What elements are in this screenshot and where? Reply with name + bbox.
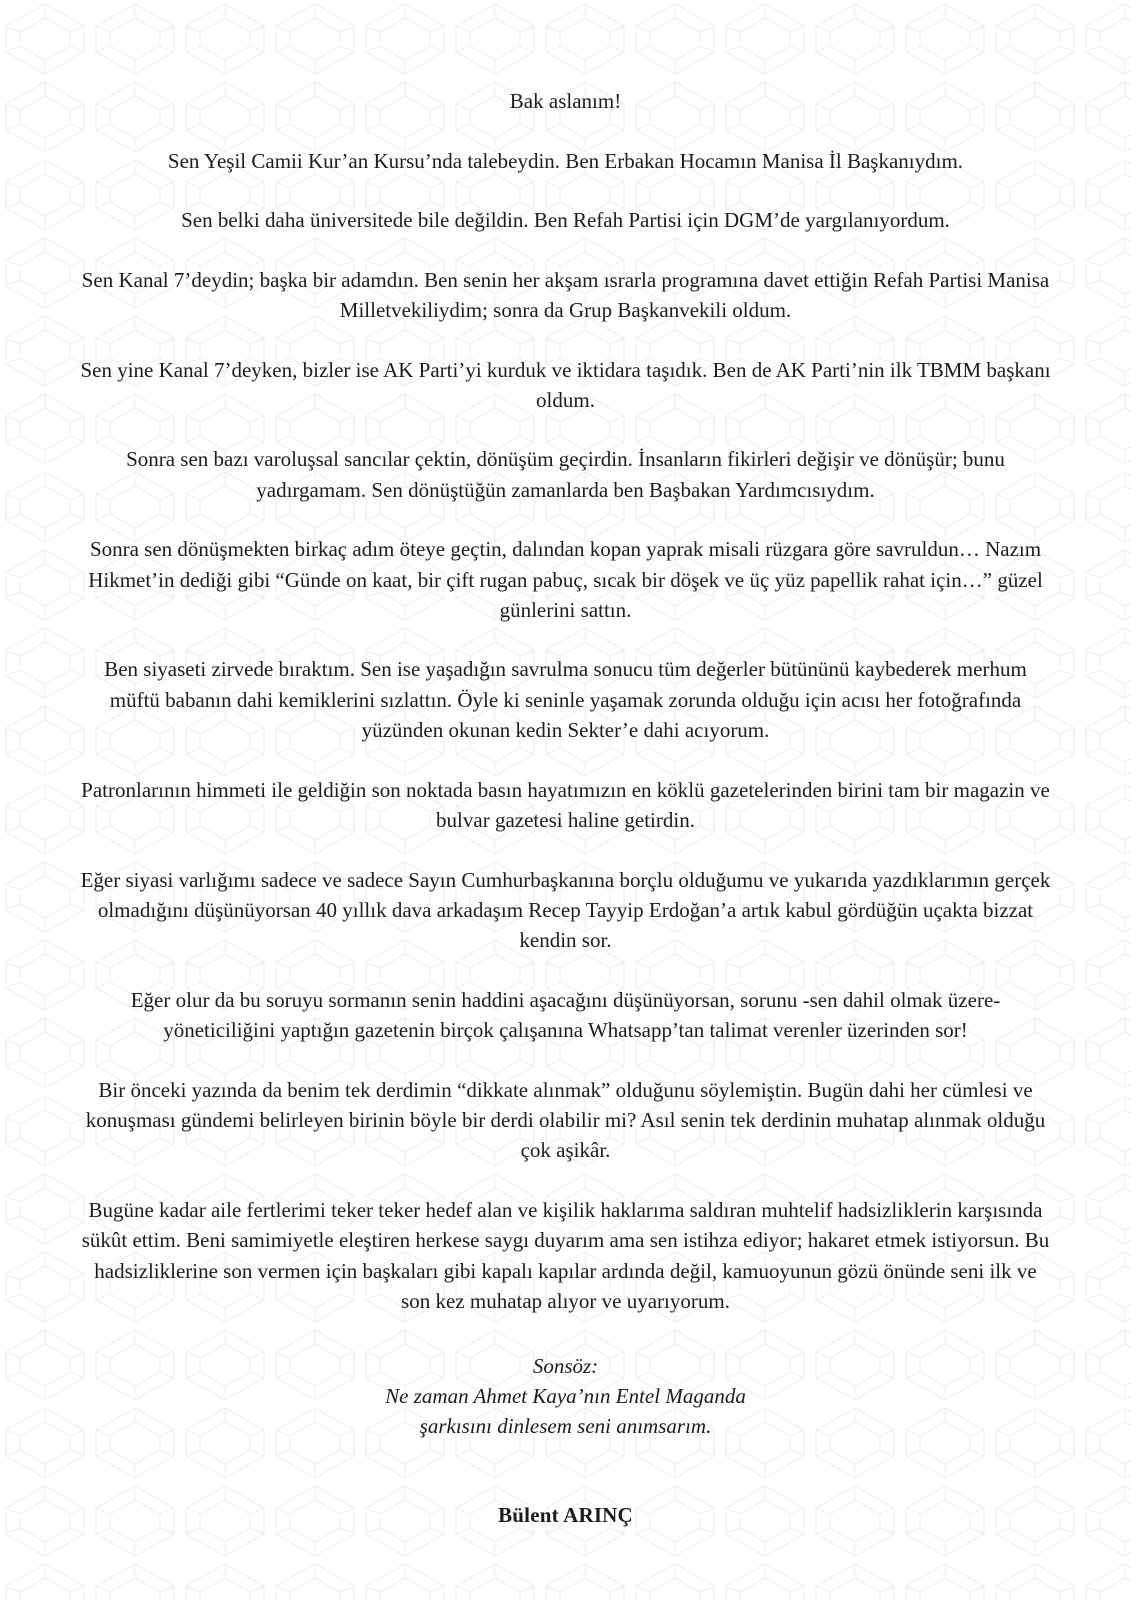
- letter-paragraph-1: Sen Yeşil Camii Kur’an Kursu’nda talebeydin. Ben Erbakan Hocamın Manisa İl Başkanıydım.: [167, 149, 964, 173]
- postscript-line-1: Ne zaman Ahmet Kaya’nın Entel Maganda: [385, 1384, 746, 1409]
- letter-greeting: Bak aslanım!: [509, 89, 622, 113]
- letter-paragraph-2: Sen belki daha üniversitede bile değildin. Ben Refah Partisi için DGM’de yargılanıyordum.: [181, 208, 950, 233]
- postscript-line-2: şarkısını dinlesem seni anımsarım.: [419, 1414, 712, 1439]
- postscript-heading: Sonsöz:: [532, 1354, 599, 1379]
- letter-paragraph-4: Sen yine Kanal 7’deyken, bizler ise AK Parti’yi kurduk ve iktidara taşıdık. Ben de AK Parti’nin ilk TBMM başkanı oldum.: [80, 357, 1051, 413]
- letter-paragraph-7: Ben siyaseti zirvede bıraktım. Sen ise yaşadığın savrulma sonucu tüm değerler bütününü kaybederek merhum müftü babanın dahi kemiklerini sızlattın. Öyle ki seninle yaşamak zorunda olduğu için acısı her fotoğrafında yüzünden okunan kedin Sekter’e dahi acıyorum.: [104, 657, 1027, 743]
- letter-paragraph-10: Eğer olur da bu soruyu sormanın senin haddini aşacağını düşünüyorsan, sorunu -sen dahil olmak üzere- yöneticiliğini yaptığın gazetenin birçok çalışanına Whatsapp’tan talimat verenler üzerinden sor!: [130, 987, 1001, 1043]
- letter-paragraph-5: Sonra sen bazı varoluşsal sancılar çektin, dönüşüm geçirdin. İnsanların fikirleri değişir ve dönüşür; bunu yadırgamam. Sen dönüştüğün zamanlarda ben Başbakan Yardımcısıydım.: [126, 447, 1005, 502]
- letter-paragraph-3: Sen Kanal 7’deydin; başka bir adamdın. Ben senin her akşam ısrarla programına davet ettiğin Refah Partisi Manisa Milletvekiliydim; sonra da Grup Başkanvekili oldum.: [81, 267, 1050, 323]
- letter-paragraph-6: Sonra sen dönüşmekten birkaç adım öteye geçtin, dalından kopan yaprak misali rüzgara göre savruldun… Nazım Hikmet’in dediği gibi “Günde on kaat, bir çift rugan pabuç, sıcak bir döşek ve üç yüz papellik rahat için…” güzel günlerini sattın.: [88, 537, 1043, 623]
- letter-paragraph-9: Eğer siyasi varlığımı sadece ve sadece Sayın Cumhurbaşkanına borçlu olduğumu ve yukarıda yazdıklarımın gerçek olmadığını düşünüyorsan 40 yıllık dava arkadaşım Recep Tayyip Erdoğan’a artık kabul gördüğün uçakta bizzat kendin sor.: [80, 867, 1051, 953]
- letter-paragraph-11: Bir önceki yazında da benim tek derdimin “dikkate alınmak” olduğunu söylemiştin. Bugün dahi her cümlesi ve konuşması gündemi belirleyen birinin böyle bir derdi olabilir mi? Asıl senin tek derdinin muhatap alınmak olduğu çok aşikâr.: [85, 1077, 1046, 1163]
- letter-paragraph-8: Patronlarının himmeti ile geldiğin son noktada basın hayatımızın en köklü gazetelerinden birini tam bir magazin ve bulvar gazetesi haline getirdin.: [81, 777, 1050, 833]
- letter-paragraph-12: Bugüne kadar aile fertlerimi teker teker hedef alan ve kişilik haklarıma saldıran muhtelif hadsizliklerin karşısında sükût ettim. Beni samimiyetle eleştiren herkese saygı duyarım ama sen istihza ediyor; hakaret etmek istiyorsun. Bu hadsizliklerine son vermen için başkaları gibi kapalı kapılar ardında değil, kamuoyunun gözü önünde seni ilk ve son kez muhatap alıyor ve uyarıyorum.: [81, 1197, 1050, 1313]
- signature: Bülent ARINÇ: [498, 1503, 633, 1528]
- postscript: [80, 1351, 1051, 1441]
